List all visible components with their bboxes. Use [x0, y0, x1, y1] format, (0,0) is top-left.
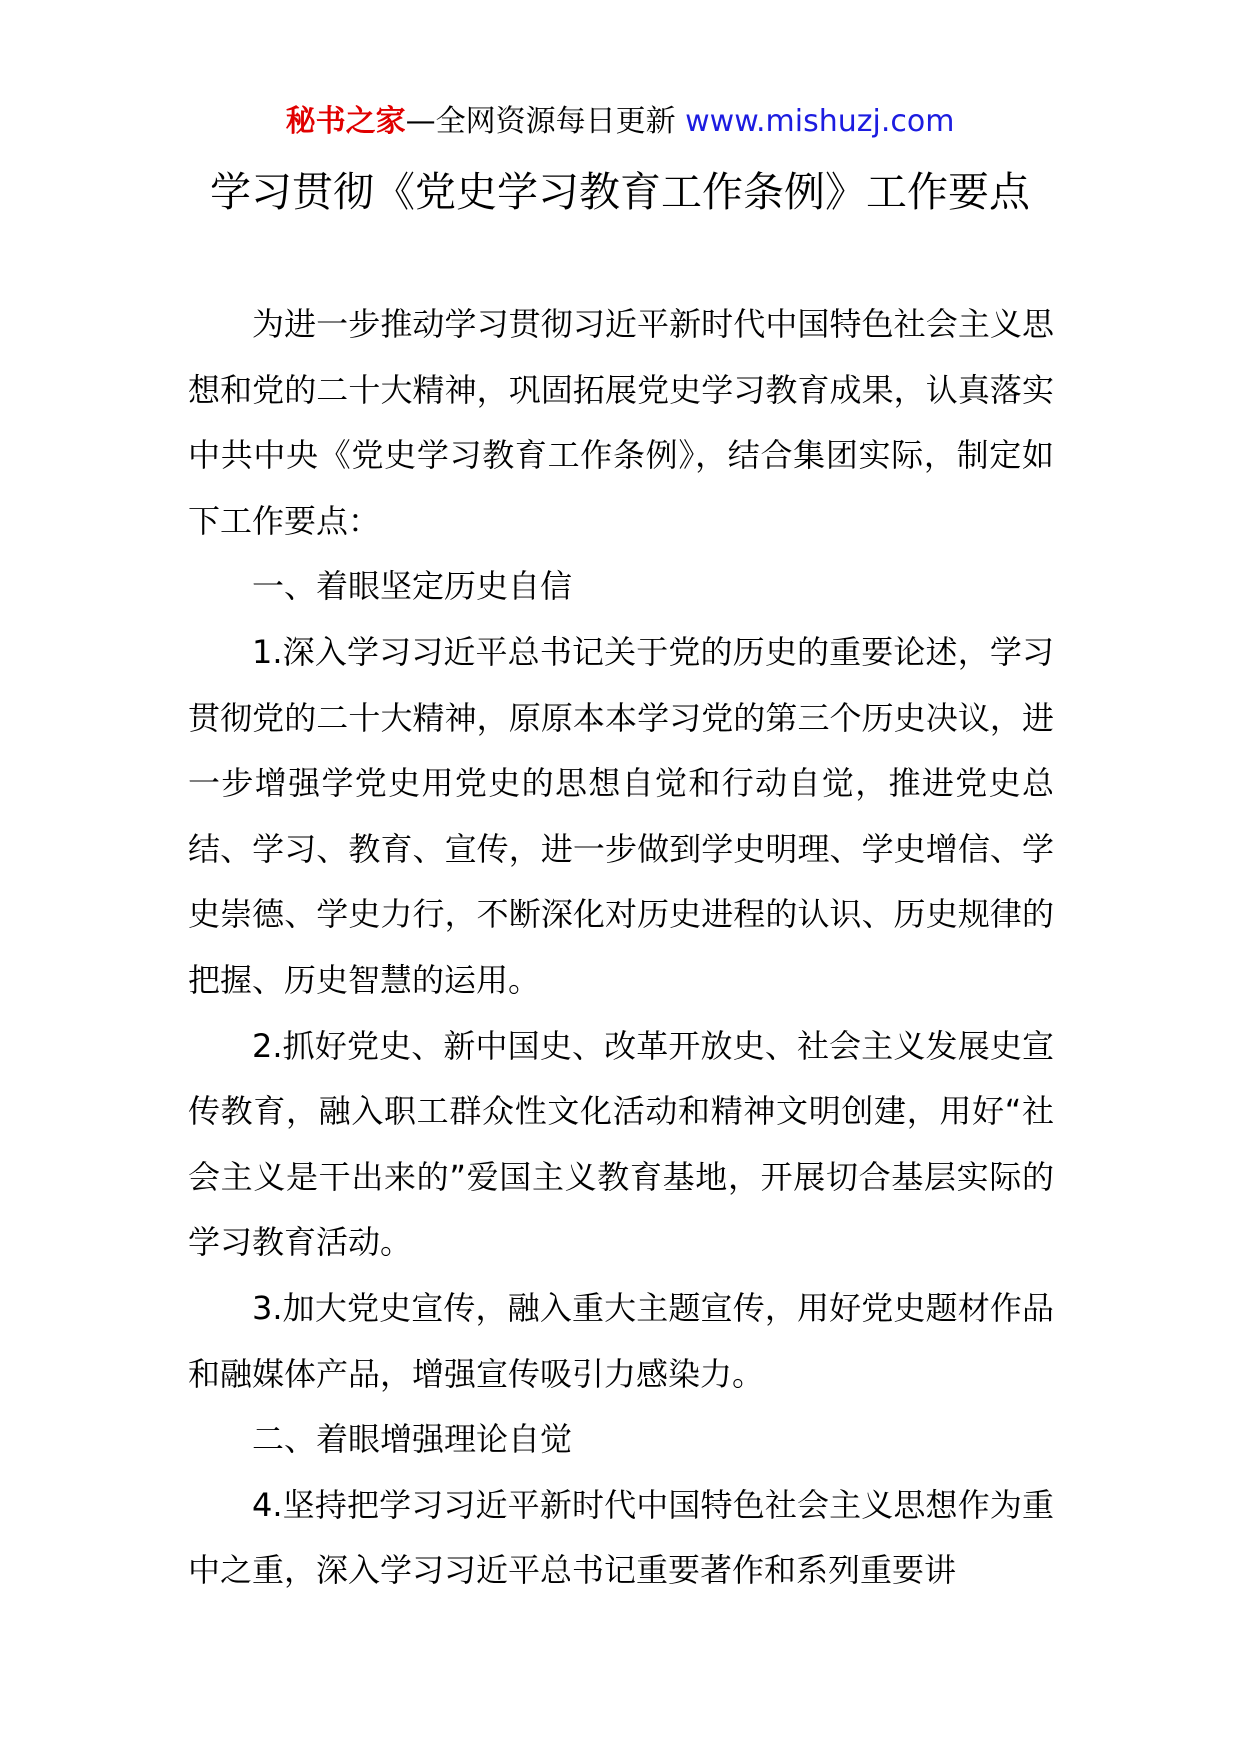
section-heading-2: 二、着眼增强理论自觉	[252, 1420, 573, 1459]
intro-paragraph: 为进一步推动学习贯彻习近平新时代中国特色社会主义思想和党的二十大精神，巩固拓展党史学习教育成果，认真落实中共中央《党史学习教育工作条例》，结合集团实际，制定如下工作要点：	[188, 305, 1054, 540]
item-paragraph-1: 1.深入学习习近平总书记关于党的历史的重要论述，学习贯彻党的二十大精神，原原本本学习党的第三个历史决议，进一步增强学党史用党史的思想自觉和行动自觉，推进党史总结、学习、教育、宣传，进一步做到学史明理、学史增信、学史崇德、学史力行，不断深化对历史进程的认识、历史规律的把握、历史智慧的运用。	[188, 632, 1054, 999]
site-brand: 秘书之家	[285, 104, 406, 139]
item-paragraph-2: 2.抓好党史、新中国史、改革开放史、社会主义发展史宣传教育，融入职工群众性文化活动和精神文明创建，用好“社会主义是干出来的”爱国主义教育基地，开展切合基层实际的学习教育活动。	[188, 1026, 1054, 1262]
site-header	[0, 100, 1240, 144]
document-body	[188, 292, 1054, 1604]
item-paragraph-3: 3.加大党史宣传，融入重大主题宣传，用好党史题材作品和融媒体产品，增强宣传吸引力感染力。	[188, 1288, 1054, 1393]
item-paragraph-4: 4.坚持把学习习近平新时代中国特色社会主义思想作为重中之重，深入学习习近平总书记重要著作和系列重要讲	[188, 1485, 1054, 1590]
document-title: 学习贯彻《党史学习教育工作条例》工作要点	[210, 168, 1030, 216]
site-url-link[interactable]: www.mishuzj.com	[685, 104, 955, 139]
site-tagline: —全网资源每日更新	[405, 104, 686, 139]
section-heading-1: 一、着眼坚定历史自信	[252, 567, 573, 606]
